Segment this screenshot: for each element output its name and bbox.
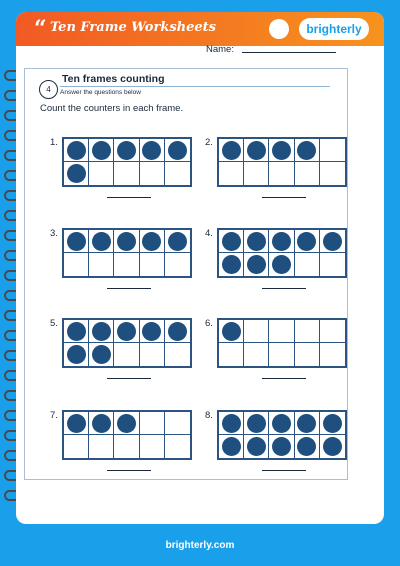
frame-cell	[219, 435, 244, 458]
frame-cell	[244, 230, 269, 253]
frame-cell	[64, 253, 89, 276]
worksheet-title: Ten Frame Worksheets	[50, 20, 216, 35]
frame-cell	[165, 412, 190, 435]
counter-dot-icon	[92, 414, 111, 433]
problem-number: 6.	[205, 318, 213, 329]
frame-cell	[219, 343, 244, 366]
frame-cell	[89, 230, 114, 253]
counter-dot-icon	[168, 141, 187, 160]
frame-cell	[165, 343, 190, 366]
frame-cell	[244, 253, 269, 276]
frame-cell	[89, 320, 114, 343]
ten-frame	[217, 318, 347, 368]
counter-dot-icon	[222, 414, 241, 433]
counter-dot-icon	[67, 345, 86, 364]
counter-dot-icon	[323, 232, 342, 251]
ten-frame	[217, 410, 347, 460]
frame-cell	[320, 253, 345, 276]
name-field[interactable]	[242, 52, 336, 53]
section-number: 4	[39, 80, 58, 99]
counter-dot-icon	[142, 232, 161, 251]
counter-dot-icon	[247, 414, 266, 433]
answer-field[interactable]	[107, 288, 151, 289]
frame-cell	[219, 412, 244, 435]
frame-cell	[295, 162, 320, 185]
frame-cell	[295, 253, 320, 276]
counter-dot-icon	[247, 232, 266, 251]
frame-cell	[320, 320, 345, 343]
frame-cell	[140, 435, 165, 458]
counter-dot-icon	[222, 232, 241, 251]
answer-field[interactable]	[262, 197, 306, 198]
counter-dot-icon	[117, 322, 136, 341]
frame-cell	[114, 253, 139, 276]
frame-cell	[114, 139, 139, 162]
frame-cell	[165, 320, 190, 343]
frame-cell	[244, 412, 269, 435]
frame-cell	[295, 343, 320, 366]
frame-cell	[320, 230, 345, 253]
frame-cell	[89, 253, 114, 276]
counter-dot-icon	[247, 437, 266, 456]
frame-cell	[165, 435, 190, 458]
counter-dot-icon	[297, 141, 316, 160]
frame-cell	[295, 139, 320, 162]
counter-dot-icon	[67, 322, 86, 341]
problem-number: 8.	[205, 410, 213, 421]
frame-cell	[244, 139, 269, 162]
problem-number: 7.	[50, 410, 58, 421]
frame-cell	[114, 435, 139, 458]
counter-dot-icon	[67, 141, 86, 160]
counter-dot-icon	[297, 232, 316, 251]
frame-cell	[114, 343, 139, 366]
instruction-text: Count the counters in each frame.	[40, 103, 184, 114]
frame-cell	[114, 162, 139, 185]
frame-cell	[114, 230, 139, 253]
counter-dot-icon	[297, 414, 316, 433]
frame-cell	[244, 162, 269, 185]
frame-cell	[269, 412, 294, 435]
section-title: Ten frames counting	[62, 73, 165, 85]
frame-cell	[244, 320, 269, 343]
counter-dot-icon	[168, 232, 187, 251]
ten-frame	[62, 410, 192, 460]
ten-frame	[62, 137, 192, 187]
problem-number: 4.	[205, 228, 213, 239]
counter-dot-icon	[247, 141, 266, 160]
frame-cell	[269, 162, 294, 185]
frame-cell	[244, 343, 269, 366]
quote-mark-icon: “	[34, 16, 47, 42]
frame-cell	[244, 435, 269, 458]
counter-dot-icon	[67, 414, 86, 433]
counter-dot-icon	[67, 164, 86, 183]
counter-dot-icon	[272, 232, 291, 251]
frame-cell	[269, 230, 294, 253]
problem-number: 1.	[50, 137, 58, 148]
frame-cell	[269, 253, 294, 276]
frame-cell	[89, 343, 114, 366]
frame-cell	[89, 435, 114, 458]
problem-number: 3.	[50, 228, 58, 239]
problem-number: 5.	[50, 318, 58, 329]
name-label: Name:	[206, 44, 234, 55]
frame-cell	[114, 320, 139, 343]
counter-dot-icon	[272, 414, 291, 433]
counter-dot-icon	[92, 232, 111, 251]
frame-cell	[295, 412, 320, 435]
frame-cell	[269, 320, 294, 343]
frame-cell	[140, 230, 165, 253]
frame-cell	[320, 162, 345, 185]
section-subtitle: Answer the questions below	[60, 89, 141, 96]
frame-cell	[140, 343, 165, 366]
counter-dot-icon	[142, 141, 161, 160]
answer-field[interactable]	[262, 470, 306, 471]
frame-cell	[64, 412, 89, 435]
frame-cell	[219, 320, 244, 343]
ten-frame	[62, 228, 192, 278]
counter-dot-icon	[222, 255, 241, 274]
frame-cell	[320, 412, 345, 435]
frame-cell	[140, 320, 165, 343]
counter-dot-icon	[117, 414, 136, 433]
counter-dot-icon	[222, 141, 241, 160]
frame-cell	[219, 230, 244, 253]
frame-cell	[140, 253, 165, 276]
frame-cell	[295, 320, 320, 343]
frame-cell	[64, 435, 89, 458]
frame-cell	[64, 162, 89, 185]
frame-cell	[89, 162, 114, 185]
counter-dot-icon	[67, 232, 86, 251]
answer-field[interactable]	[262, 288, 306, 289]
counter-dot-icon	[117, 232, 136, 251]
section-divider	[60, 86, 330, 87]
frame-cell	[269, 139, 294, 162]
frame-cell	[320, 139, 345, 162]
ten-frame	[217, 137, 347, 187]
footer-url: brighterly.com	[165, 540, 235, 551]
frame-cell	[295, 435, 320, 458]
frame-cell	[140, 162, 165, 185]
counter-dot-icon	[168, 322, 187, 341]
counter-dot-icon	[222, 437, 241, 456]
ten-frame	[62, 318, 192, 368]
counter-dot-icon	[272, 437, 291, 456]
frame-cell	[114, 412, 139, 435]
counter-dot-icon	[142, 322, 161, 341]
counter-dot-icon	[272, 141, 291, 160]
frame-cell	[219, 253, 244, 276]
counter-dot-icon	[117, 141, 136, 160]
frame-cell	[295, 230, 320, 253]
frame-cell	[140, 412, 165, 435]
frame-cell	[165, 230, 190, 253]
frame-cell	[64, 139, 89, 162]
header-circle-icon	[269, 19, 289, 39]
ten-frame	[217, 228, 347, 278]
counter-dot-icon	[323, 414, 342, 433]
answer-field[interactable]	[107, 197, 151, 198]
frame-cell	[269, 343, 294, 366]
frame-cell	[64, 343, 89, 366]
frame-cell	[140, 139, 165, 162]
counter-dot-icon	[92, 322, 111, 341]
brighterly-logo	[299, 18, 369, 40]
answer-field[interactable]	[107, 470, 151, 471]
frame-cell	[165, 253, 190, 276]
answer-field[interactable]	[107, 378, 151, 379]
frame-cell	[89, 139, 114, 162]
counter-dot-icon	[297, 437, 316, 456]
logo-text: brighterly	[306, 22, 362, 36]
frame-cell	[320, 435, 345, 458]
frame-cell	[320, 343, 345, 366]
answer-field[interactable]	[262, 378, 306, 379]
header-bar	[16, 12, 384, 46]
frame-cell	[219, 162, 244, 185]
counter-dot-icon	[92, 345, 111, 364]
counter-dot-icon	[247, 255, 266, 274]
frame-cell	[269, 435, 294, 458]
frame-cell	[219, 139, 244, 162]
frame-cell	[64, 230, 89, 253]
frame-cell	[165, 139, 190, 162]
counter-dot-icon	[222, 322, 241, 341]
frame-cell	[89, 412, 114, 435]
problem-number: 2.	[205, 137, 213, 148]
counter-dot-icon	[92, 141, 111, 160]
frame-cell	[165, 162, 190, 185]
counter-dot-icon	[323, 437, 342, 456]
counter-dot-icon	[272, 255, 291, 274]
frame-cell	[64, 320, 89, 343]
